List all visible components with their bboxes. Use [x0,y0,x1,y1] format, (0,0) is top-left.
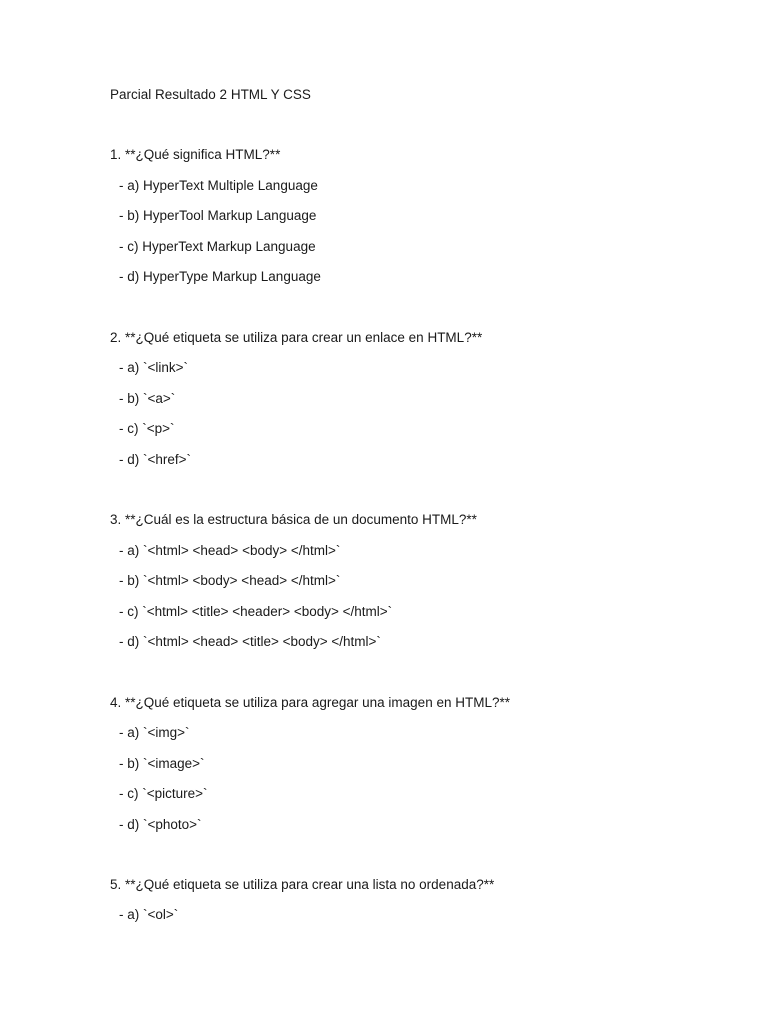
question-5-option-a: - a) `<ol>` [119,907,179,922]
question-4-option-c: - c) `<picture>` [119,786,208,801]
question-2: 2. **¿Qué etiqueta se utiliza para crear un enlace en HTML?** [110,330,483,345]
question-1-option-d: - d) HyperType Markup Language [119,269,321,284]
question-2-option-c: - c) `<p>` [119,421,175,436]
document-title: Parcial Resultado 2 HTML Y CSS [110,87,311,102]
question-1-option-a: - a) HyperText Multiple Language [119,178,318,193]
question-4: 4. **¿Qué etiqueta se utiliza para agregar una imagen en HTML?** [110,695,510,710]
question-3-option-b: - b) `<html> <body> <head> </html>` [119,573,341,588]
question-3-option-c: - c) `<html> <title> <header> <body> </html>` [119,604,393,619]
question-3: 3. **¿Cuál es la estructura básica de un documento HTML?** [110,512,477,527]
question-3-option-d: - d) `<html> <head> <title> <body> </html>` [119,634,381,649]
question-4-option-a: - a) `<img>` [119,725,190,740]
question-2-option-d: - d) `<href>` [119,452,192,467]
question-1: 1. **¿Qué significa HTML?** [110,147,281,162]
question-1-option-c: - c) HyperText Markup Language [119,239,316,254]
question-4-option-b: - b) `<image>` [119,756,205,771]
question-3-option-a: - a) `<html> <head> <body> </html>` [119,543,341,558]
question-5: 5. **¿Qué etiqueta se utiliza para crear una lista no ordenada?** [110,877,495,892]
question-1-option-b: - b) HyperTool Markup Language [119,208,317,223]
question-2-option-a: - a) `<link>` [119,360,189,375]
question-2-option-b: - b) `<a>` [119,391,176,406]
question-4-option-d: - d) `<photo>` [119,817,202,832]
